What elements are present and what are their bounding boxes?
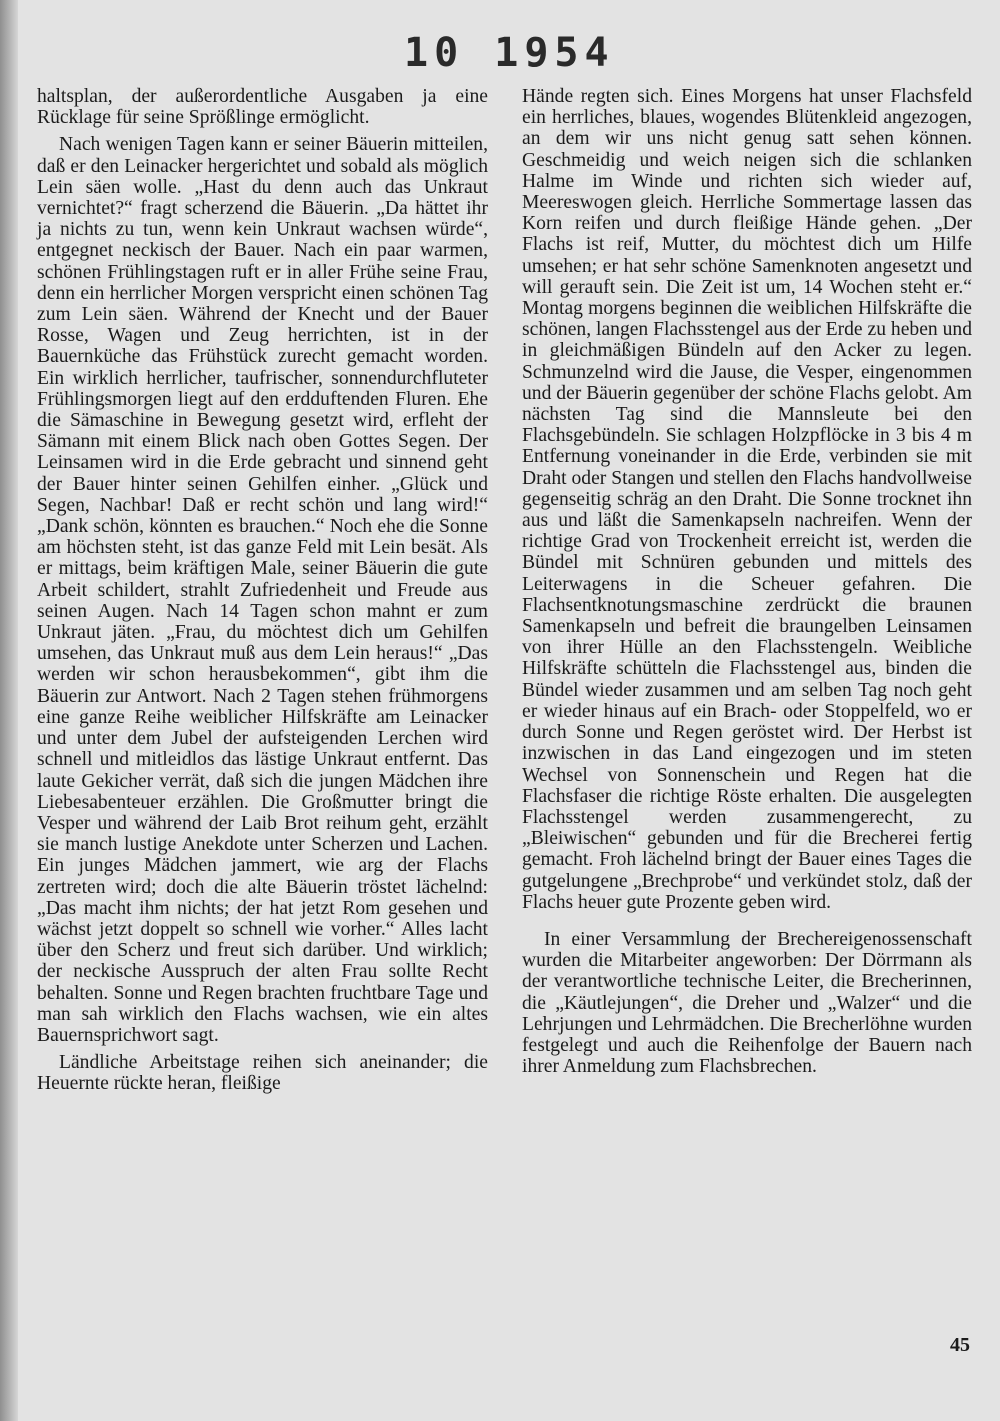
paragraph: Hände regten sich. Eines Morgens hat unser Flachsfeld ein herrliches, blaues, wogendes Blütenkleid angezogen, an dem wir uns nicht genug satt sehen können. Geschmeidig und weich neigen sich die schlanken Halme im Winde und richten sich wieder auf, Meereswogen gleich. Herrliche Sommertage lassen das Korn reifen und durch fleißige Hände gehen. „Der Flachs ist reif, Mutter, du möchtest dich um Hilfe umsehen; er hat sehr schöne Samenknoten angesetzt und will gerauft sein. Die Zeit ist um, 14 Wochen steht er.“ Montag morgens beginnen die weiblichen Hilfskräfte die schönen, langen Flachsstengel aus der Erde zu heben und in gleichmäßigen Bündeln auf den Acker zu legen. Schmunzelnd wird die Jause, die Vesper, eingenommen und der Bäuerin gegenüber der schöne Flachs gelobt. Am nächsten Tag sind die Mannsleute bei den Flachsgebündeln. Sie schlagen Holzpflöcke in 3 bis 4 m Entfernung voneinander in die Erde, verbinden sie mit Draht oder Stangen und stellen den Flachs handvollweise gegenseitig schräg an den Draht. Die Sonne trocknet ihn aus und läßt die Samenkapseln nachreifen. Wenn der richtige Grad von Trockenheit erreicht ist, werden die Bündel mit Schnüren gebunden und mittels des Leiterwagens in die Scheuer gefahren. Die Flachsentknotungsmaschine zerdrückt die braunen Samenkapseln und befreit die braungelben Leinsamen von ihrer Hülle an den Flachsstengeln. Weibliche Hilfskräfte schütteln die Flachsstengel aus, binden die Bündel wieder zusammen und am selben Tag noch geht er wieder hinaus auf ein Brach- oder Stoppelfeld, wo er durch Sonne und Regen geröstet wird. Der Herbst ist inzwischen in das Land eingezogen und im steten Wechsel von Sonnenschein und Regen hat die Flachsfaser die richtige Röste erhalten. Die ausgelegten Flachsstengel werden zusammengerecht, zu „Bleiwischen“ gebunden und für die Brecherei fertig gemacht. Froh lächelnd bringt der Bauer eines Tages die gutgelungene „Brechprobe“ und verkündet stolz, daß der Flachs heuer gute Prozente geben wird. (522, 86, 973, 913)
text-column-right (522, 86, 972, 1077)
paragraph: In einer Versammlung der Brechereigenossenschaft wurden die Mitarbeiter angeworben: Der Dörrmann als der verantwortliche technische Leiter, die Brecherinnen, die „Käutlejungen“, die Dreher und „Walzer“ und die Lehrjungen und Lehrmädchen. Die Brecherlöhne wurden festgelegt und auch die Reihenfolge der Bauern nach ihrer Anmeldung zum Flachsbrechen. (522, 928, 972, 1078)
paragraph: haltsplan, der außerordentliche Ausgaben ja eine Rücklage für seine Sprößlinge ermöglicht. (37, 86, 488, 129)
page-number: 45 (950, 1334, 970, 1356)
text-column-left (37, 86, 488, 1095)
paragraph: Nach wenigen Tagen kann er seiner Bäuerin mitteilen, daß er den Leinacker hergerichtet und sobald als möglich Lein säen wolle. „Hast du denn auch das Unkraut vernichtet?“ fragt scherzend die Bäuerin. „Da hättet ihr ja nichts zu tun, wenn kein Unkraut wachsen würde“, entgegnet neckisch der Bauer. Nach ein paar warmen, schönen Frühlingstagen ruft er in aller Frühe seine Frau, denn ein herrlicher Morgen verspricht einen schönen Tag zum Lein säen. Während der Knecht und der Bauer Rosse, Wagen und Zeug herrichten, ist in der Bauernküche das Frühstück zurecht gemacht worden. Ein wirklich herrlicher, taufrischer, sonnendurchfluteter Frühlingsmorgen liegt auf den erdduftenden Fluren. Ehe die Sämaschine in Bewegung gesetzt wird, erfleht der Sämann mit einem Blick nach oben Gottes Segen. Der Leinsamen wird in die Erde gebracht und sinnend geht der Bauer hinter seinen Gehilfen einher. „Glück und Segen, Nachbar! Daß er recht schön und lang wird!“ „Dank schön, könnten es brauchen.“ Noch ehe die Sonne am höchsten steht, ist das ganze Feld mit Lein besät. Als er mittags, beim kräftigen Male, seiner Bäuerin die gute Arbeit schildert, strahlt Zufriedenheit und Freude aus seinen Augen. Nach 14 Tagen schon mahnt er zum Unkraut jäten. „Frau, du möchtest dich um Gehilfen umsehen, das Unkraut muß aus dem Lein heraus!“ „Das werden wir schon herausbekommen“, gibt ihm die Bäuerin zur Antwort. Nach 2 Tagen stehen frühmorgens eine ganze Reihe weiblicher Hilfskräfte am Leinacker und unter dem Jubel der aufsteigenden Lerchen wird schnell und mitleidlos das lästige Unkraut entfernt. Das laute Gekicher verrät, daß sich die jungen Mädchen ihre Liebesabenteuer erzählen. Die Großmutter bringt die Vesper und während der Laib Brot reihum geht, erzählt sie manch lustige Anekdote unter Scherzen und Lachen. Ein junges Mädchen jammert, wie arg der Flachs zertreten wird; doch die alte Bäuerin tröstet lächelnd: „Das macht ihm nichts; der hat jetzt Rom gesehen und wächst jetzt doppelt so schnell wie vorher.“ Alles lacht über den Scherz und freut sich darüber. Und wirklich; der neckische Ausspruch der alten Frau sollte Recht behalten. Sonne und Regen brachten fruchtbare Tage und man sah wirklich den Flachs wachsen, wie ein altes Bauernsprichwort sagt. (37, 134, 488, 1046)
issue-date-stamp: 10 1954 (404, 30, 615, 76)
paragraph: Ländliche Arbeitstage reihen sich aneinander; die Heuernte rückte heran, fleißige (37, 1052, 488, 1095)
page-binding-shadow (0, 0, 18, 1421)
